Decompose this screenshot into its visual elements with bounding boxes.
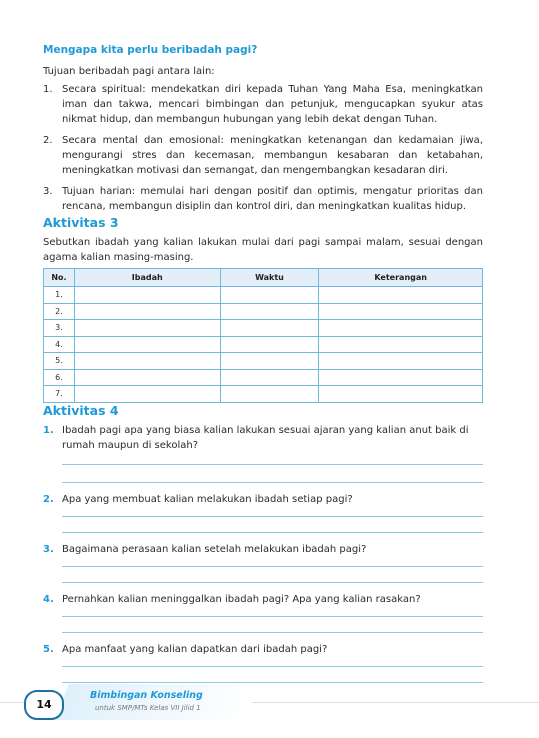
question-number: 4. [43,594,54,605]
question-text: Pernahkan kalian meninggalkan ibadah pagi? Apa yang kalian rasakan? [62,594,421,605]
table-row [44,353,483,370]
ibadah-cell[interactable] [74,287,220,304]
section-intro: Tujuan beribadah pagi antara lain: [43,66,215,77]
keterangan-cell[interactable] [319,320,483,337]
question-number: 5. [43,644,54,655]
keterangan-cell[interactable] [319,336,483,353]
ibadah-cell[interactable] [74,336,220,353]
row-number: 6. [44,369,75,386]
row-number: 1. [44,287,75,304]
list-number: 3. [43,186,53,197]
table-row [44,303,483,320]
table-header-no: No. [44,269,75,287]
waktu-cell[interactable] [220,369,319,386]
table-row [44,336,483,353]
table-row [44,320,483,337]
question-item [43,642,483,657]
list-item [43,82,483,127]
waktu-cell[interactable] [220,320,319,337]
ibadah-cell[interactable] [74,386,220,403]
waktu-cell[interactable] [220,386,319,403]
answer-line[interactable] [62,464,483,465]
waktu-cell[interactable] [220,303,319,320]
answer-line[interactable] [62,616,483,617]
book-title: Bimbingan Konseling [90,690,203,701]
list-text: Tujuan harian: memulai hari dengan positif dan optimis, mengatur prioritas dan rencana, membangun disiplin dan kontrol diri, dan meningkatkan kualitas hidup. [62,186,483,212]
question-text: Ibadah pagi apa yang biasa kalian lakukan sesuai ajaran yang kalian anut baik di rumah maupun di sekolah? [62,425,469,451]
ibadah-cell[interactable] [74,303,220,320]
list-text: Secara spiritual: mendekatkan diri kepada Tuhan Yang Maha Esa, meningkatkan iman dan takwa, mencari bimbingan dan petunjuk, mengucapkan syukur atas nikmat hidup, dan membangun hubungan yang lebih dekat dengan Tuhan. [62,84,483,125]
keterangan-cell[interactable] [319,369,483,386]
table-header-waktu: Waktu [220,269,319,287]
section-heading: Mengapa kita perlu beribadah pagi? [43,44,258,56]
ibadah-cell[interactable] [74,353,220,370]
table-header-keterangan: Keterangan [319,269,483,287]
answer-line[interactable] [62,666,483,667]
aktivitas4-title: Aktivitas 4 [43,403,119,418]
question-number: 3. [43,544,54,555]
ibadah-cell[interactable] [74,320,220,337]
aktivitas3-instruction: Sebutkan ibadah yang kalian lakukan mulai dari pagi sampai malam, sesuai dengan agama kalian masing-masing. [43,237,483,263]
waktu-cell[interactable] [220,287,319,304]
keterangan-cell[interactable] [319,353,483,370]
question-number: 1. [43,425,54,436]
aktivitas3-title: Aktivitas 3 [43,215,119,230]
question-item [43,542,483,557]
question-list [43,423,483,683]
question-item [43,492,483,507]
ibadah-cell[interactable] [74,369,220,386]
waktu-cell[interactable] [220,353,319,370]
page-number: 14 [24,690,64,720]
question-item [43,423,483,453]
list-number: 1. [43,84,53,95]
purpose-list [43,82,483,220]
answer-line[interactable] [62,682,483,683]
row-number: 2. [44,303,75,320]
row-number: 3. [44,320,75,337]
question-item [43,592,483,607]
row-number: 7. [44,386,75,403]
book-subtitle: untuk SMP/MTs Kelas VII Jilid 1 [95,704,201,712]
question-text: Bagaimana perasaan kalian setelah melakukan ibadah pagi? [62,544,367,555]
activity-table [43,268,483,403]
question-number: 2. [43,494,54,505]
answer-line[interactable] [62,632,483,633]
keterangan-cell[interactable] [319,303,483,320]
question-text: Apa manfaat yang kalian dapatkan dari ibadah pagi? [62,644,328,655]
answer-line[interactable] [62,582,483,583]
answer-line[interactable] [62,532,483,533]
row-number: 5. [44,353,75,370]
keterangan-cell[interactable] [319,386,483,403]
table-row [44,386,483,403]
table-row [44,287,483,304]
list-text: Secara mental dan emosional: meningkatkan ketenangan dan kedamaian jiwa, mengurangi stres dan kecemasan, membangun kesabaran dan ketabahan, meningkatkan motivasi dan semangat, dan mengembangkan kesadaran diri. [62,135,483,176]
question-text: Apa yang membuat kalian melakukan ibadah setiap pagi? [62,494,353,505]
keterangan-cell[interactable] [319,287,483,304]
answer-line[interactable] [62,516,483,517]
table-header-ibadah: Ibadah [74,269,220,287]
row-number: 4. [44,336,75,353]
answer-line[interactable] [62,566,483,567]
list-item [43,184,483,214]
answer-line[interactable] [62,482,483,483]
table-row [44,369,483,386]
waktu-cell[interactable] [220,336,319,353]
list-item [43,133,483,178]
list-number: 2. [43,135,53,146]
